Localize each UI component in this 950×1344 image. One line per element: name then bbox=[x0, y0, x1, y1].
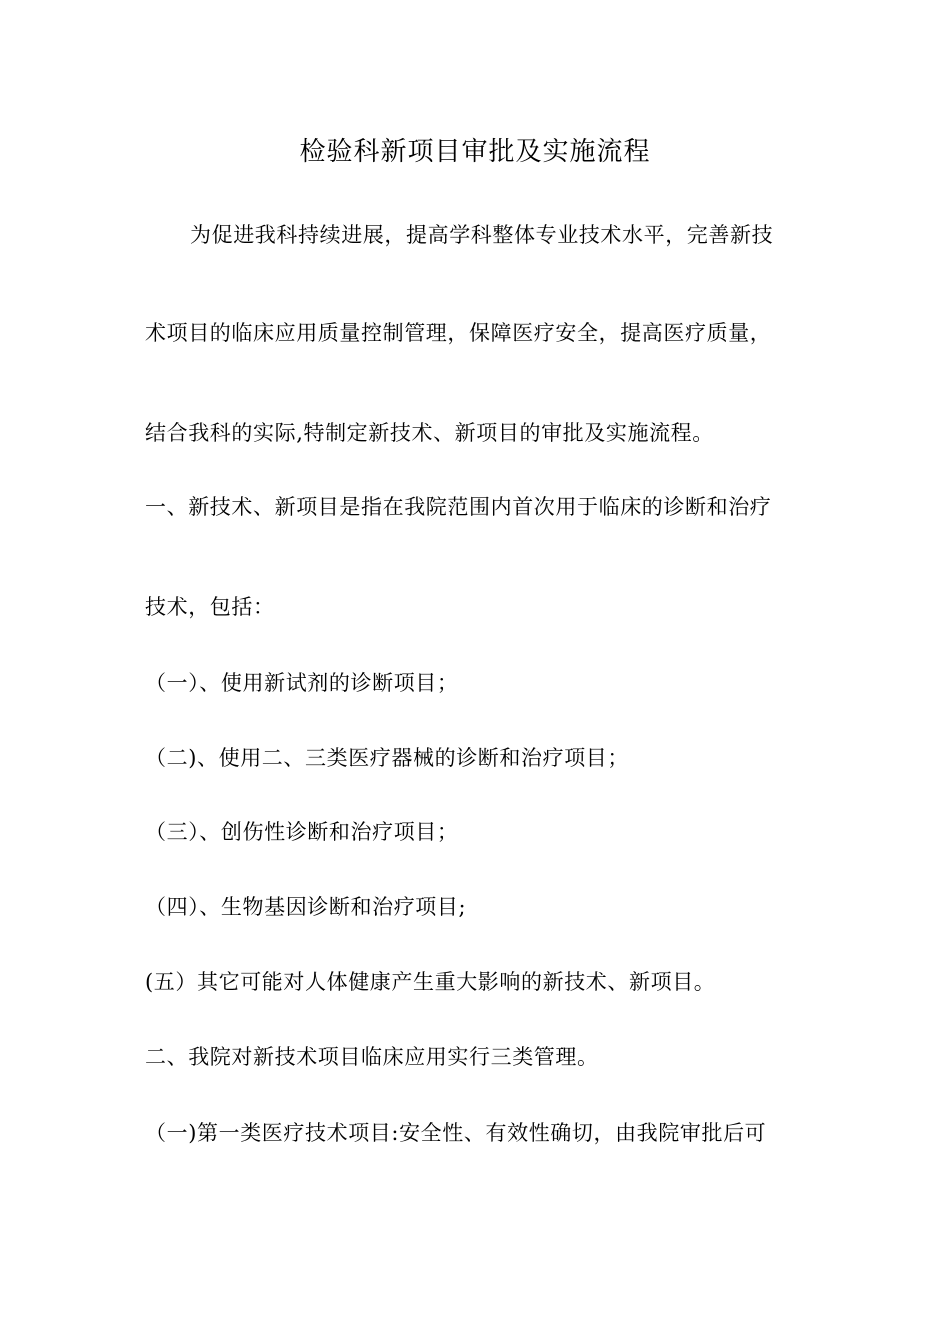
section-one-line-2: 技术，包括： bbox=[145, 595, 275, 619]
section-one-line-1: 一、新技术、新项目是指在我院范围内首次用于临床的诊断和治疗 bbox=[145, 495, 772, 519]
list-item-3: （三）、创伤性诊断和治疗项目； bbox=[145, 820, 459, 844]
paragraph-line-3: 结合我科的实际,特制定新技术、新项目的审批及实施流程。 bbox=[145, 421, 714, 445]
section-two-heading: 二、我院对新技术项目临床应用实行三类管理。 bbox=[145, 1045, 599, 1069]
paragraph-line-2: 术项目的临床应用质量控制管理，保障医疗安全，提高医疗质量， bbox=[145, 321, 772, 345]
document-title: 检验科新项目审批及实施流程 bbox=[299, 137, 651, 167]
list-item-5: (五）其它可能对人体健康产生重大影响的新技术、新项目。 bbox=[145, 970, 716, 994]
list-item-2: （二)、使用二、三类医疗器械的诊断和治疗项目； bbox=[145, 746, 629, 770]
list-item-4: （四）、生物基因诊断和治疗项目; bbox=[145, 895, 467, 919]
paragraph-line-1: 为促进我科持续进展，提高学科整体专业技术水平，完善新技 bbox=[190, 223, 774, 247]
section-two-item-1: （一)第一类医疗技术项目:安全性、有效性确切，由我院审批后可 bbox=[145, 1121, 767, 1145]
list-item-1: （一）、使用新试剂的诊断项目； bbox=[145, 671, 459, 695]
